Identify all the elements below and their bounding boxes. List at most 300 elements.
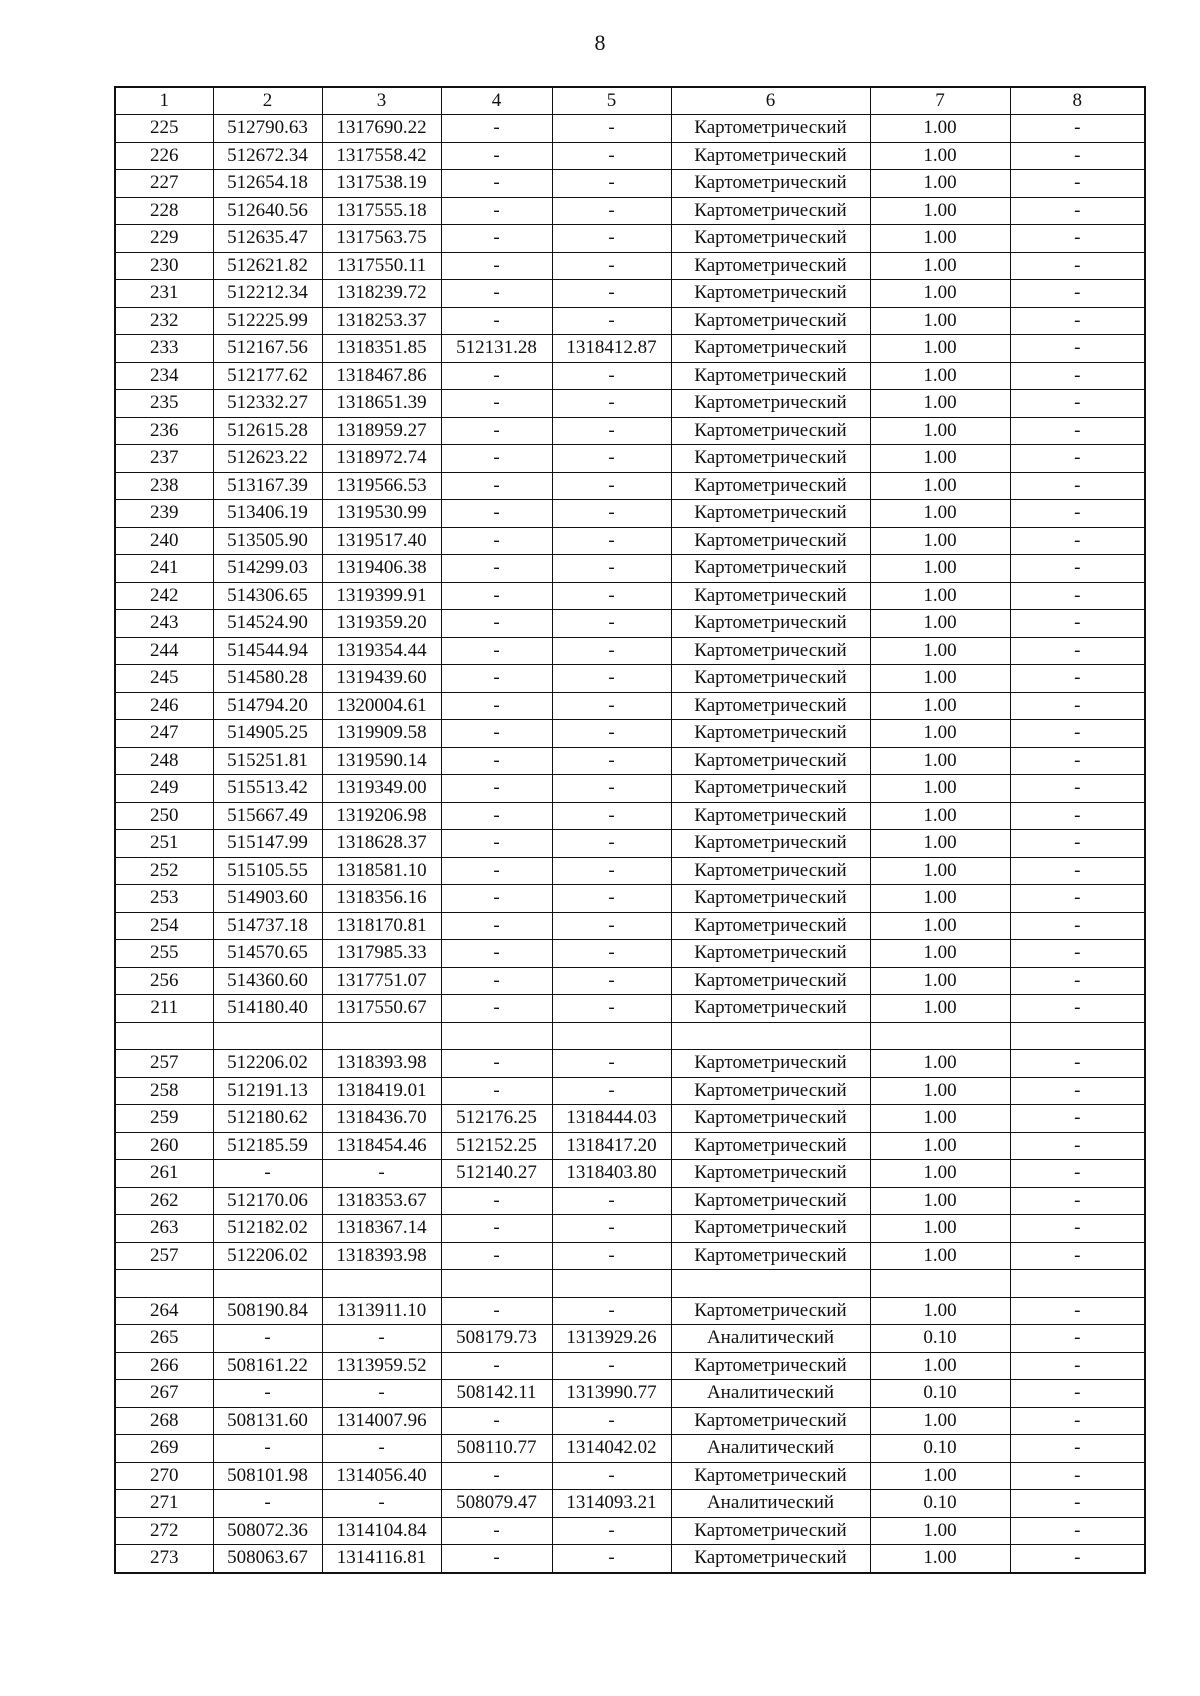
table-cell: 254 bbox=[115, 912, 213, 940]
table-row bbox=[115, 1435, 1145, 1463]
table-row bbox=[115, 307, 1145, 335]
column-header: 3 bbox=[322, 87, 441, 115]
table-cell: - bbox=[552, 115, 671, 143]
table-cell: - bbox=[1010, 1462, 1145, 1490]
table-cell: 1320004.61 bbox=[322, 692, 441, 720]
table-cell: 1.00 bbox=[870, 1077, 1010, 1105]
table-cell: 1.00 bbox=[870, 940, 1010, 968]
table-row bbox=[115, 1462, 1145, 1490]
table-row bbox=[115, 582, 1145, 610]
table-cell: - bbox=[441, 1517, 552, 1545]
table-cell: 251 bbox=[115, 830, 213, 858]
table-cell: 1.00 bbox=[870, 1517, 1010, 1545]
table-cell: 514580.28 bbox=[213, 665, 322, 693]
table-cell: - bbox=[1010, 500, 1145, 528]
table-cell: - bbox=[441, 747, 552, 775]
table-row bbox=[115, 995, 1145, 1023]
table-cell: Картометрический bbox=[671, 1352, 870, 1380]
table-cell: - bbox=[1010, 1077, 1145, 1105]
table-cell: 266 bbox=[115, 1352, 213, 1380]
table-cell bbox=[671, 1022, 870, 1050]
table-cell: - bbox=[552, 1545, 671, 1573]
table-cell: Картометрический bbox=[671, 115, 870, 143]
table-cell: - bbox=[441, 1242, 552, 1270]
table-cell: - bbox=[441, 390, 552, 418]
table-cell: - bbox=[441, 912, 552, 940]
table-cell: 1318412.87 bbox=[552, 335, 671, 363]
table-cell bbox=[322, 1022, 441, 1050]
table-cell: 514794.20 bbox=[213, 692, 322, 720]
table-cell: - bbox=[1010, 390, 1145, 418]
table-cell: - bbox=[1010, 307, 1145, 335]
table-cell: 243 bbox=[115, 610, 213, 638]
table-cell: 250 bbox=[115, 802, 213, 830]
table-cell bbox=[322, 1270, 441, 1298]
table-row bbox=[115, 1132, 1145, 1160]
table-cell: Картометрический bbox=[671, 1160, 870, 1188]
table-cell: 514299.03 bbox=[213, 555, 322, 583]
table-row bbox=[115, 197, 1145, 225]
table-cell: - bbox=[1010, 1517, 1145, 1545]
table-cell: 1.00 bbox=[870, 610, 1010, 638]
table-cell: - bbox=[1010, 1380, 1145, 1408]
table-cell: - bbox=[1010, 555, 1145, 583]
table-cell: 512140.27 bbox=[441, 1160, 552, 1188]
table-cell: Картометрический bbox=[671, 802, 870, 830]
table-cell: - bbox=[552, 912, 671, 940]
table-cell: 246 bbox=[115, 692, 213, 720]
column-header: 8 bbox=[1010, 87, 1145, 115]
table-cell: Картометрический bbox=[671, 775, 870, 803]
table-cell: - bbox=[1010, 252, 1145, 280]
table-cell: - bbox=[1010, 967, 1145, 995]
table-cell: 260 bbox=[115, 1132, 213, 1160]
table-cell: - bbox=[552, 940, 671, 968]
table-cell: 1314056.40 bbox=[322, 1462, 441, 1490]
table-cell: 234 bbox=[115, 362, 213, 390]
table-cell: Картометрический bbox=[671, 225, 870, 253]
table-cell: - bbox=[1010, 115, 1145, 143]
table-cell: - bbox=[552, 1352, 671, 1380]
table-cell: - bbox=[441, 1050, 552, 1078]
table-cell: Картометрический bbox=[671, 445, 870, 473]
table-cell: 249 bbox=[115, 775, 213, 803]
table-cell: - bbox=[213, 1490, 322, 1518]
table-cell bbox=[115, 1270, 213, 1298]
table-cell bbox=[213, 1022, 322, 1050]
table-cell: 512672.34 bbox=[213, 142, 322, 170]
table-row bbox=[115, 472, 1145, 500]
table-cell: 257 bbox=[115, 1050, 213, 1078]
table-cell: 1.00 bbox=[870, 1407, 1010, 1435]
table-cell: Картометрический bbox=[671, 967, 870, 995]
table-cell: 512170.06 bbox=[213, 1187, 322, 1215]
table-cell: - bbox=[441, 1407, 552, 1435]
table-cell: Картометрический bbox=[671, 665, 870, 693]
table-row bbox=[115, 1325, 1145, 1353]
table-cell: 1.00 bbox=[870, 912, 1010, 940]
table-cell: - bbox=[1010, 1160, 1145, 1188]
table-cell: - bbox=[1010, 637, 1145, 665]
table-row bbox=[115, 912, 1145, 940]
table-cell: - bbox=[441, 610, 552, 638]
table-cell: - bbox=[441, 885, 552, 913]
table-row bbox=[115, 555, 1145, 583]
table-cell: 1.00 bbox=[870, 417, 1010, 445]
table-cell: 1319566.53 bbox=[322, 472, 441, 500]
table-cell: - bbox=[1010, 692, 1145, 720]
table-cell: 1319399.91 bbox=[322, 582, 441, 610]
table-row bbox=[115, 1352, 1145, 1380]
table-cell: - bbox=[1010, 280, 1145, 308]
table-cell: 227 bbox=[115, 170, 213, 198]
table-cell: 508131.60 bbox=[213, 1407, 322, 1435]
table-cell: 229 bbox=[115, 225, 213, 253]
table-cell: - bbox=[1010, 1435, 1145, 1463]
table-cell: - bbox=[1010, 775, 1145, 803]
table-cell: Картометрический bbox=[671, 170, 870, 198]
table-cell: - bbox=[441, 940, 552, 968]
table-cell: 508063.67 bbox=[213, 1545, 322, 1573]
column-header: 1 bbox=[115, 87, 213, 115]
table-cell bbox=[870, 1270, 1010, 1298]
table-cell: Картометрический bbox=[671, 747, 870, 775]
table-cell: - bbox=[1010, 1490, 1145, 1518]
table-cell: 1.00 bbox=[870, 967, 1010, 995]
table-body bbox=[115, 115, 1145, 1573]
column-header: 6 bbox=[671, 87, 870, 115]
table-cell: 512623.22 bbox=[213, 445, 322, 473]
table-row bbox=[115, 1105, 1145, 1133]
table-cell: 513167.39 bbox=[213, 472, 322, 500]
table-cell: 512152.25 bbox=[441, 1132, 552, 1160]
table-cell: 247 bbox=[115, 720, 213, 748]
table-cell: 258 bbox=[115, 1077, 213, 1105]
table-cell: - bbox=[441, 362, 552, 390]
table-cell: - bbox=[552, 665, 671, 693]
table-cell: - bbox=[1010, 1325, 1145, 1353]
table-cell: - bbox=[441, 225, 552, 253]
table-cell: 1.00 bbox=[870, 830, 1010, 858]
table-cell: - bbox=[441, 307, 552, 335]
table-row bbox=[115, 417, 1145, 445]
table-cell: - bbox=[1010, 1545, 1145, 1573]
table-cell: 1317751.07 bbox=[322, 967, 441, 995]
table-cell: - bbox=[441, 967, 552, 995]
table-cell: - bbox=[552, 830, 671, 858]
table-cell bbox=[213, 1270, 322, 1298]
table-cell: 512225.99 bbox=[213, 307, 322, 335]
table-cell: Аналитический bbox=[671, 1325, 870, 1353]
table-cell: 1318170.81 bbox=[322, 912, 441, 940]
table-cell: 1318356.16 bbox=[322, 885, 441, 913]
table-cell: 1.00 bbox=[870, 665, 1010, 693]
table-cell: - bbox=[552, 967, 671, 995]
table-cell: 1.00 bbox=[870, 390, 1010, 418]
table-cell: - bbox=[1010, 1407, 1145, 1435]
table-cell: - bbox=[1010, 1297, 1145, 1325]
table-cell: - bbox=[441, 115, 552, 143]
table-cell: 1.00 bbox=[870, 1545, 1010, 1573]
table-cell: - bbox=[441, 170, 552, 198]
table-cell: - bbox=[1010, 665, 1145, 693]
table-cell bbox=[552, 1270, 671, 1298]
table-cell: 1.00 bbox=[870, 775, 1010, 803]
table-cell: 512176.25 bbox=[441, 1105, 552, 1133]
table-cell: 512790.63 bbox=[213, 115, 322, 143]
table-cell: - bbox=[1010, 830, 1145, 858]
table-row bbox=[115, 1077, 1145, 1105]
table-cell: 1.00 bbox=[870, 115, 1010, 143]
table-cell: 515147.99 bbox=[213, 830, 322, 858]
table-cell: 257 bbox=[115, 1242, 213, 1270]
table-row bbox=[115, 170, 1145, 198]
table-cell: 1313911.10 bbox=[322, 1297, 441, 1325]
table-cell: 1314007.96 bbox=[322, 1407, 441, 1435]
table-cell: 1318351.85 bbox=[322, 335, 441, 363]
table-cell: - bbox=[441, 280, 552, 308]
table-cell: 271 bbox=[115, 1490, 213, 1518]
table-cell: - bbox=[213, 1325, 322, 1353]
table-cell: 1314042.02 bbox=[552, 1435, 671, 1463]
table-cell: 514905.25 bbox=[213, 720, 322, 748]
table-cell: 1.00 bbox=[870, 720, 1010, 748]
table-row bbox=[115, 1270, 1145, 1298]
table-cell: - bbox=[441, 830, 552, 858]
table-cell: Картометрический bbox=[671, 720, 870, 748]
table-cell: - bbox=[552, 1187, 671, 1215]
table-cell: - bbox=[552, 1407, 671, 1435]
table-cell: 240 bbox=[115, 527, 213, 555]
table-cell: 1318651.39 bbox=[322, 390, 441, 418]
table-row bbox=[115, 885, 1145, 913]
table-cell: 269 bbox=[115, 1435, 213, 1463]
table-row bbox=[115, 967, 1145, 995]
table-cell: 1319590.14 bbox=[322, 747, 441, 775]
table-cell: 1.00 bbox=[870, 527, 1010, 555]
table-cell: - bbox=[552, 142, 671, 170]
table-cell: - bbox=[552, 1215, 671, 1243]
table-cell: 1318454.46 bbox=[322, 1132, 441, 1160]
table-cell: 252 bbox=[115, 857, 213, 885]
table-cell: - bbox=[552, 885, 671, 913]
table-row bbox=[115, 1407, 1145, 1435]
table-row bbox=[115, 390, 1145, 418]
table-row bbox=[115, 775, 1145, 803]
table-cell: - bbox=[552, 995, 671, 1023]
table-cell: 1.00 bbox=[870, 555, 1010, 583]
table-cell: - bbox=[552, 692, 671, 720]
table-cell: 1319406.38 bbox=[322, 555, 441, 583]
table-cell: - bbox=[552, 555, 671, 583]
table-row bbox=[115, 1545, 1145, 1573]
table-cell: 1.00 bbox=[870, 1352, 1010, 1380]
table-cell: 1319530.99 bbox=[322, 500, 441, 528]
table-cell: 512167.56 bbox=[213, 335, 322, 363]
table-cell: - bbox=[1010, 912, 1145, 940]
column-header: 2 bbox=[213, 87, 322, 115]
table-cell: - bbox=[552, 1517, 671, 1545]
table-cell: - bbox=[441, 692, 552, 720]
table-cell: - bbox=[441, 665, 552, 693]
table-cell: Картометрический bbox=[671, 527, 870, 555]
table-cell: 231 bbox=[115, 280, 213, 308]
table-cell: - bbox=[441, 802, 552, 830]
table-cell: Картометрический bbox=[671, 1215, 870, 1243]
table-cell: 512332.27 bbox=[213, 390, 322, 418]
table-cell: 1313929.26 bbox=[552, 1325, 671, 1353]
table-row bbox=[115, 1160, 1145, 1188]
table-cell: Картометрический bbox=[671, 197, 870, 225]
table-cell: - bbox=[1010, 802, 1145, 830]
table-cell: 1314104.84 bbox=[322, 1517, 441, 1545]
table-cell: 1317550.67 bbox=[322, 995, 441, 1023]
table-cell: - bbox=[1010, 225, 1145, 253]
table-cell: 235 bbox=[115, 390, 213, 418]
table-cell: 1.00 bbox=[870, 1215, 1010, 1243]
table-cell: Аналитический bbox=[671, 1490, 870, 1518]
table-cell: 242 bbox=[115, 582, 213, 610]
table-cell: 1314093.21 bbox=[552, 1490, 671, 1518]
table-cell: 226 bbox=[115, 142, 213, 170]
table-cell: - bbox=[1010, 885, 1145, 913]
table-cell: 1317538.19 bbox=[322, 170, 441, 198]
table-cell: 263 bbox=[115, 1215, 213, 1243]
table-cell: - bbox=[1010, 1352, 1145, 1380]
table-cell: Картометрический bbox=[671, 417, 870, 445]
table-cell: - bbox=[441, 637, 552, 665]
table-cell: 253 bbox=[115, 885, 213, 913]
table-cell: 1318628.37 bbox=[322, 830, 441, 858]
table-cell: 514903.60 bbox=[213, 885, 322, 913]
table-cell: 1317550.11 bbox=[322, 252, 441, 280]
table-cell: - bbox=[552, 472, 671, 500]
table-cell bbox=[115, 1022, 213, 1050]
table-cell: - bbox=[441, 995, 552, 1023]
table-cell: 1318419.01 bbox=[322, 1077, 441, 1105]
table-cell: Аналитический bbox=[671, 1435, 870, 1463]
table-cell: 259 bbox=[115, 1105, 213, 1133]
table-cell: 512177.62 bbox=[213, 362, 322, 390]
table-cell: 272 bbox=[115, 1517, 213, 1545]
table-cell: Картометрический bbox=[671, 1105, 870, 1133]
table-cell: - bbox=[322, 1435, 441, 1463]
table-cell: - bbox=[441, 142, 552, 170]
table-row bbox=[115, 500, 1145, 528]
table-cell: 1.00 bbox=[870, 225, 1010, 253]
table-cell: Картометрический bbox=[671, 390, 870, 418]
table-row bbox=[115, 115, 1145, 143]
table-row bbox=[115, 1490, 1145, 1518]
table-cell: - bbox=[552, 225, 671, 253]
table-cell: 1.00 bbox=[870, 335, 1010, 363]
table-cell: - bbox=[552, 747, 671, 775]
table-cell: 1.00 bbox=[870, 362, 1010, 390]
table-cell: - bbox=[1010, 362, 1145, 390]
table-row bbox=[115, 1022, 1145, 1050]
table-cell: 1317555.18 bbox=[322, 197, 441, 225]
table-cell: 515667.49 bbox=[213, 802, 322, 830]
table-cell: 1.00 bbox=[870, 445, 1010, 473]
table-cell bbox=[441, 1022, 552, 1050]
table-cell: 513505.90 bbox=[213, 527, 322, 555]
table-cell: 1317690.22 bbox=[322, 115, 441, 143]
table-cell: Картометрический bbox=[671, 362, 870, 390]
table-cell: 236 bbox=[115, 417, 213, 445]
table-cell: 225 bbox=[115, 115, 213, 143]
table-cell: Картометрический bbox=[671, 885, 870, 913]
table-cell: 267 bbox=[115, 1380, 213, 1408]
table-cell: 514180.40 bbox=[213, 995, 322, 1023]
table-row bbox=[115, 225, 1145, 253]
table-cell: Картометрический bbox=[671, 1187, 870, 1215]
table-cell: Картометрический bbox=[671, 335, 870, 363]
table-row bbox=[115, 665, 1145, 693]
table-cell: 514524.90 bbox=[213, 610, 322, 638]
table-cell: 1317563.75 bbox=[322, 225, 441, 253]
table-cell: 241 bbox=[115, 555, 213, 583]
table-cell: - bbox=[552, 500, 671, 528]
table-cell: 264 bbox=[115, 1297, 213, 1325]
table-cell: - bbox=[552, 197, 671, 225]
table-cell: - bbox=[552, 1050, 671, 1078]
table-cell: - bbox=[213, 1380, 322, 1408]
table-cell: 232 bbox=[115, 307, 213, 335]
table-cell: 1.00 bbox=[870, 637, 1010, 665]
table-cell: 1.00 bbox=[870, 252, 1010, 280]
table-cell: - bbox=[1010, 995, 1145, 1023]
table-row bbox=[115, 830, 1145, 858]
table-cell: 1.00 bbox=[870, 280, 1010, 308]
table-row bbox=[115, 747, 1145, 775]
table-cell: Картометрический bbox=[671, 307, 870, 335]
table-cell: 1319439.60 bbox=[322, 665, 441, 693]
table-cell: - bbox=[1010, 170, 1145, 198]
table-row bbox=[115, 335, 1145, 363]
table-cell: - bbox=[441, 775, 552, 803]
table-cell: 0.10 bbox=[870, 1435, 1010, 1463]
table-cell: Картометрический bbox=[671, 912, 870, 940]
table-cell: - bbox=[441, 252, 552, 280]
table-cell: - bbox=[441, 472, 552, 500]
table-cell: 1318444.03 bbox=[552, 1105, 671, 1133]
table-cell: - bbox=[441, 1352, 552, 1380]
table-row bbox=[115, 857, 1145, 885]
table-cell bbox=[1010, 1022, 1145, 1050]
table-cell: - bbox=[552, 445, 671, 473]
table-cell: 1.00 bbox=[870, 500, 1010, 528]
table-row bbox=[115, 720, 1145, 748]
table-row bbox=[115, 445, 1145, 473]
table-cell: - bbox=[441, 555, 552, 583]
table-cell: Картометрический bbox=[671, 1517, 870, 1545]
table-cell: - bbox=[1010, 335, 1145, 363]
table-cell: 512180.62 bbox=[213, 1105, 322, 1133]
table-cell: - bbox=[213, 1435, 322, 1463]
table-cell: 508110.77 bbox=[441, 1435, 552, 1463]
table-cell: 1.00 bbox=[870, 1050, 1010, 1078]
table-cell: - bbox=[1010, 1215, 1145, 1243]
table-cell: Картометрический bbox=[671, 830, 870, 858]
table-cell: 1319354.44 bbox=[322, 637, 441, 665]
table-cell: Картометрический bbox=[671, 142, 870, 170]
table-cell: 1.00 bbox=[870, 1242, 1010, 1270]
table-row bbox=[115, 142, 1145, 170]
table-cell: 239 bbox=[115, 500, 213, 528]
table-cell: 512635.47 bbox=[213, 225, 322, 253]
table-cell: - bbox=[1010, 747, 1145, 775]
table-cell: 1.00 bbox=[870, 802, 1010, 830]
